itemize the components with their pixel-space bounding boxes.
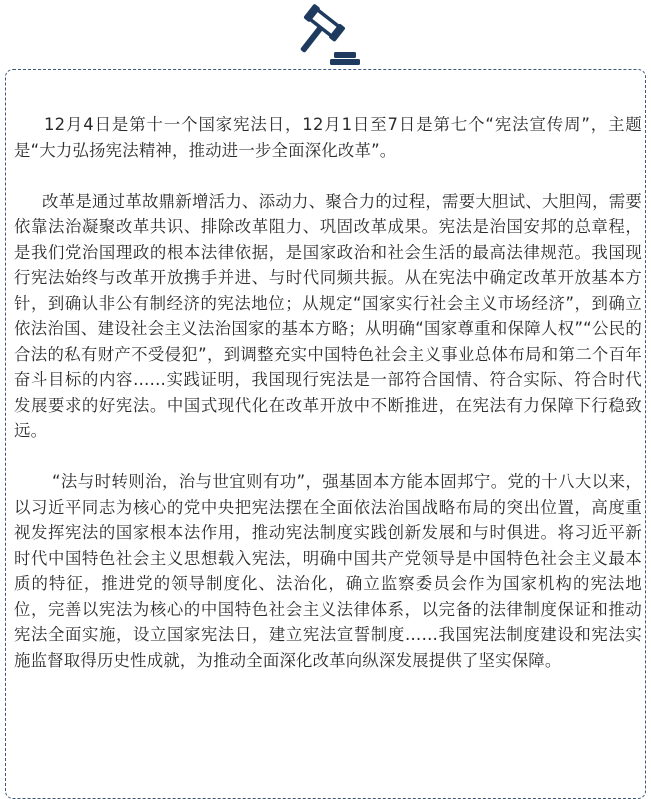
paragraph-intro: 12月4日是第十一个国家宪法日，12月1日至7日是第七个“宪法宣传周”，主题是“大力弘扬宪法精神，推动进一步全面深化改革”。 — [14, 115, 642, 160]
paragraph-reform: 改革是通过革故鼎新增活力、添动力、聚合力的过程，需要大胆试、大胆闯，需要依靠法治凝聚改革共识、排除改革阻力、巩固改革成果。宪法是治国安邦的总章程，是我们党治国理政的根本法律依据，是国家政治和社会生活的最高法律规范。我国现行宪法始终与改革开放携手并进、与时代同频共振。从在宪法中确定改革开放基本方针，到确认非公有制经济的宪法地位；从规定“国家实行社会主义市场经济”，到确立依法治国、建设社会主义法治国家的基本方略；从明确“国家尊重和保障人权”“公民的合法的私有财产不受侵犯”，到调整充实中国特色社会主义事业总体布局和第二个百年奋斗目标的内容……实践证明，我国现行宪法是一部符合国情、符合实际、符合时代发展要求的好宪法。中国式现代化在改革开放中不断推进，在宪法有力保障下行稳致远。 — [14, 191, 642, 440]
paragraph-constitution: “法与时转则治，治与世宜则有功”，强基固本方能本固邦宁。党的十八大以来，以习近平同志为核心的党中央把宪法摆在全面依法治国战略布局的突出位置，高度重视发挥宪法的国家根本法作用，推动宪法制度实践创新发展和与时俱进。将习近平新时代中国特色社会主义思想载入宪法，明确中国共产党领导是中国特色社会主义最本质的特征，推进党的领导制度化、法治化，确立监察委员会作为国家机构的宪法地位，完善以宪法为核心的中国特色社会主义法律体系，以完备的法律制度保证和推动宪法全面实施，设立国家宪法日，建立宪法宣誓制度……我国宪法制度建设和宪法实施监督取得历史性成就，为推动全面深化改革向纵深发展提供了坚实保障。 — [14, 472, 642, 670]
gavel-icon — [278, 4, 374, 76]
gavel-icon-graphic — [278, 4, 374, 76]
article-body — [14, 112, 642, 699]
